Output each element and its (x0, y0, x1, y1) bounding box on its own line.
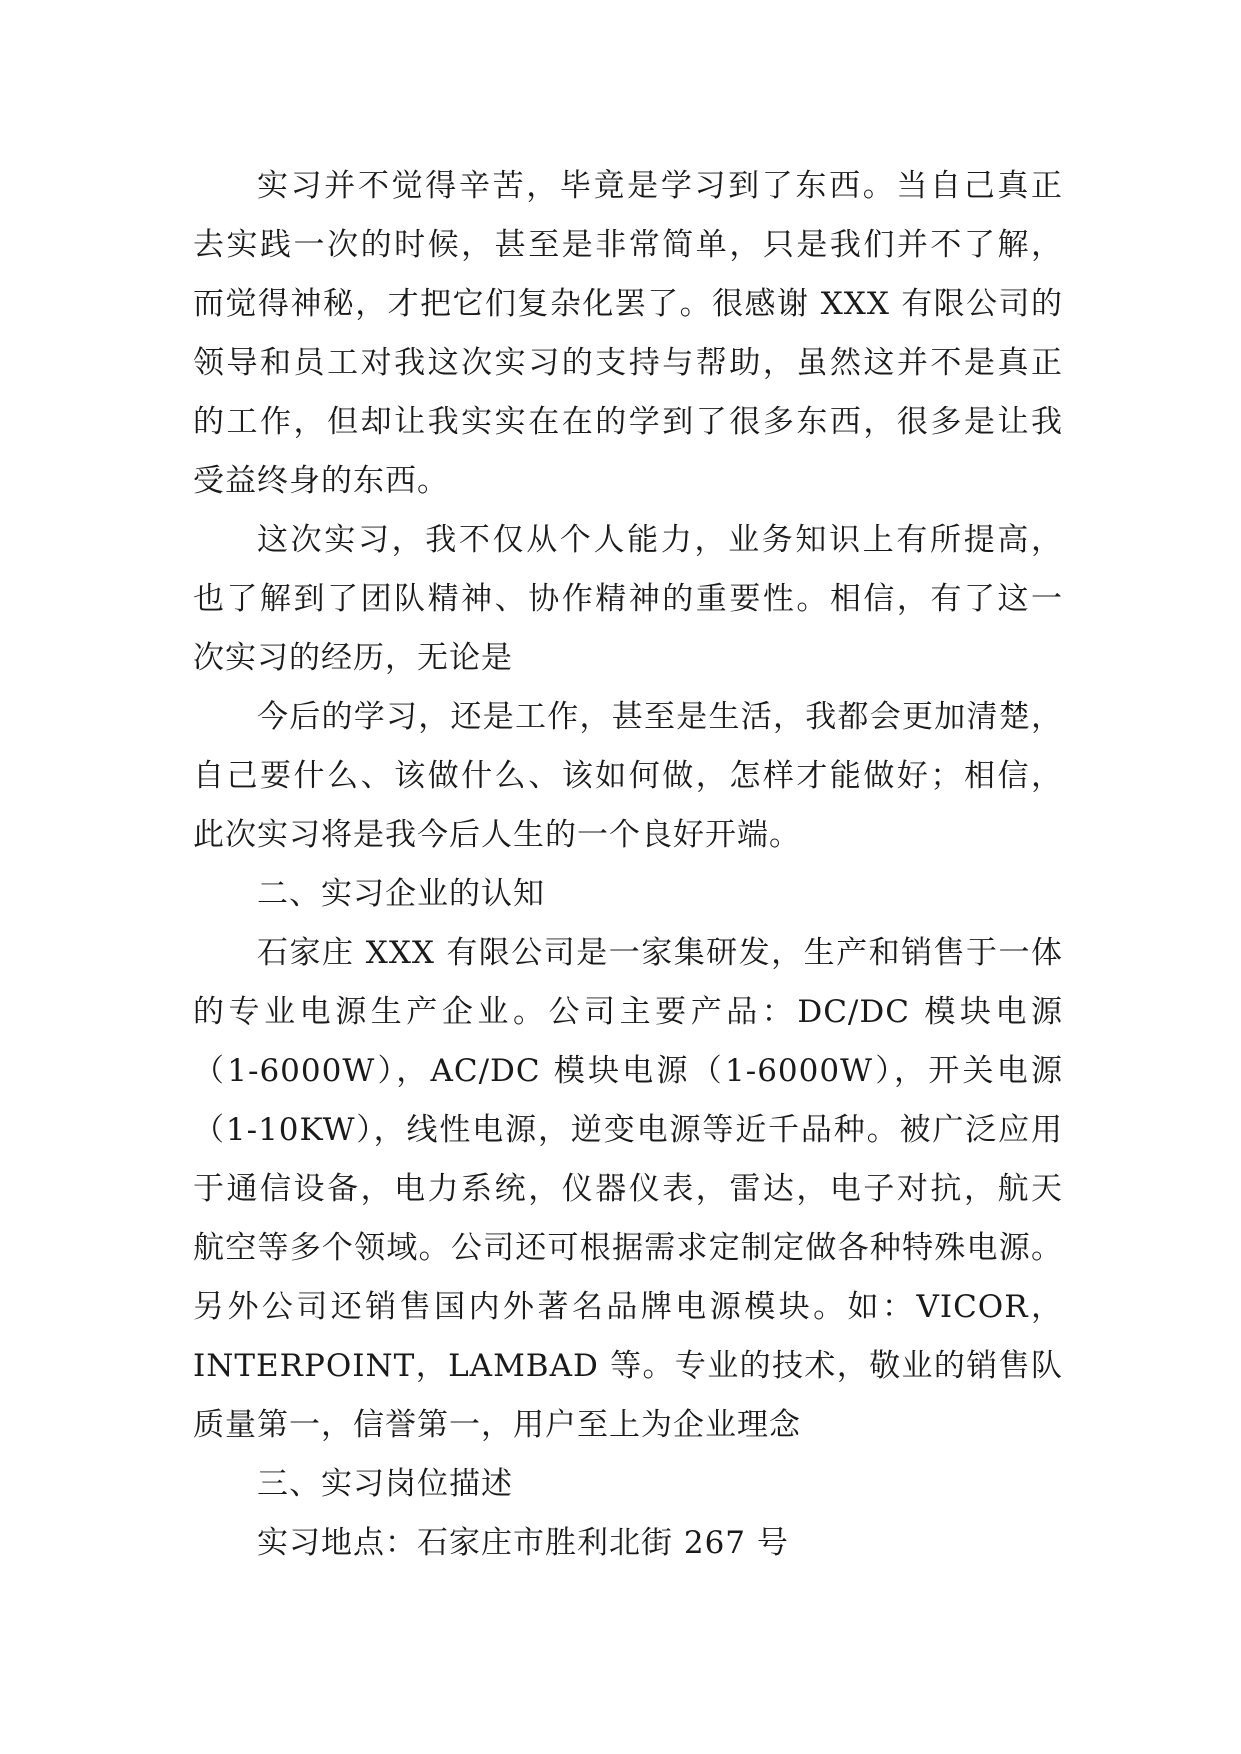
document-body (193, 157, 1063, 1573)
paragraph-4-line-5: 于通信设备，电力系统，仪器仪表，雷达，电子对抗，航天 (193, 1171, 1063, 1207)
paragraph-1-line-6: 受益终身的东西。 (193, 463, 449, 499)
section-heading-2: 二、实习企业的认知 (257, 876, 545, 912)
internship-location: 实习地点：石家庄市胜利北街 267 号 (257, 1525, 789, 1561)
paragraph-4-line-8: INTERPOINT，LAMBAD 等。专业的技术，敬业的销售队 (193, 1348, 1063, 1384)
paragraph-1-line-3: 而觉得神秘，才把它们复杂化罢了。很感谢 XXX 有限公司的 (193, 286, 1063, 322)
paragraph-3-line-1: 今后的学习，还是工作，甚至是生活，我都会更加清楚， (257, 699, 1063, 735)
paragraph-4-line-2: 的专业电源生产企业。公司主要产品：DC/DC 模块电源 (193, 994, 1063, 1030)
paragraph-3-line-3: 此次实习将是我今后人生的一个良好开端。 (193, 817, 801, 853)
paragraph-4-line-4: （1-10KW），线性电源，逆变电源等近千品种。被广泛应用 (193, 1112, 1063, 1148)
paragraph-4-line-9: 质量第一，信誉第一，用户至上为企业理念 (193, 1407, 801, 1443)
paragraph-4-line-3: （1-6000W），AC/DC 模块电源（1-6000W），开关电源 (193, 1053, 1063, 1089)
paragraph-2-line-1: 这次实习，我不仅从个人能力，业务知识上有所提高， (257, 522, 1063, 558)
paragraph-2-line-2: 也了解到了团队精神、协作精神的重要性。相信，有了这一 (193, 581, 1063, 617)
paragraph-4-line-7: 另外公司还销售国内外著名品牌电源模块。如：VICOR， (193, 1289, 1063, 1325)
paragraph-1-line-2: 去实践一次的时候，甚至是非常简单，只是我们并不了解， (193, 227, 1063, 263)
paragraph-4-line-1: 石家庄 XXX 有限公司是一家集研发，生产和销售于一体 (257, 935, 1063, 971)
paragraph-3-line-2: 自己要什么、该做什么、该如何做，怎样才能做好；相信， (193, 758, 1063, 794)
section-heading-3: 三、实习岗位描述 (257, 1466, 513, 1502)
paragraph-1-line-1: 实习并不觉得辛苦，毕竟是学习到了东西。当自己真正 (257, 168, 1063, 204)
paragraph-1-line-5: 的工作，但却让我实实在在的学到了很多东西，很多是让我 (193, 404, 1063, 440)
paragraph-1-line-4: 领导和员工对我这次实习的支持与帮助，虽然这并不是真正 (193, 345, 1063, 381)
paragraph-4-line-6: 航空等多个领域。公司还可根据需求定制定做各种特殊电源。 (193, 1230, 1063, 1266)
paragraph-2-line-3: 次实习的经历，无论是 (193, 640, 513, 676)
